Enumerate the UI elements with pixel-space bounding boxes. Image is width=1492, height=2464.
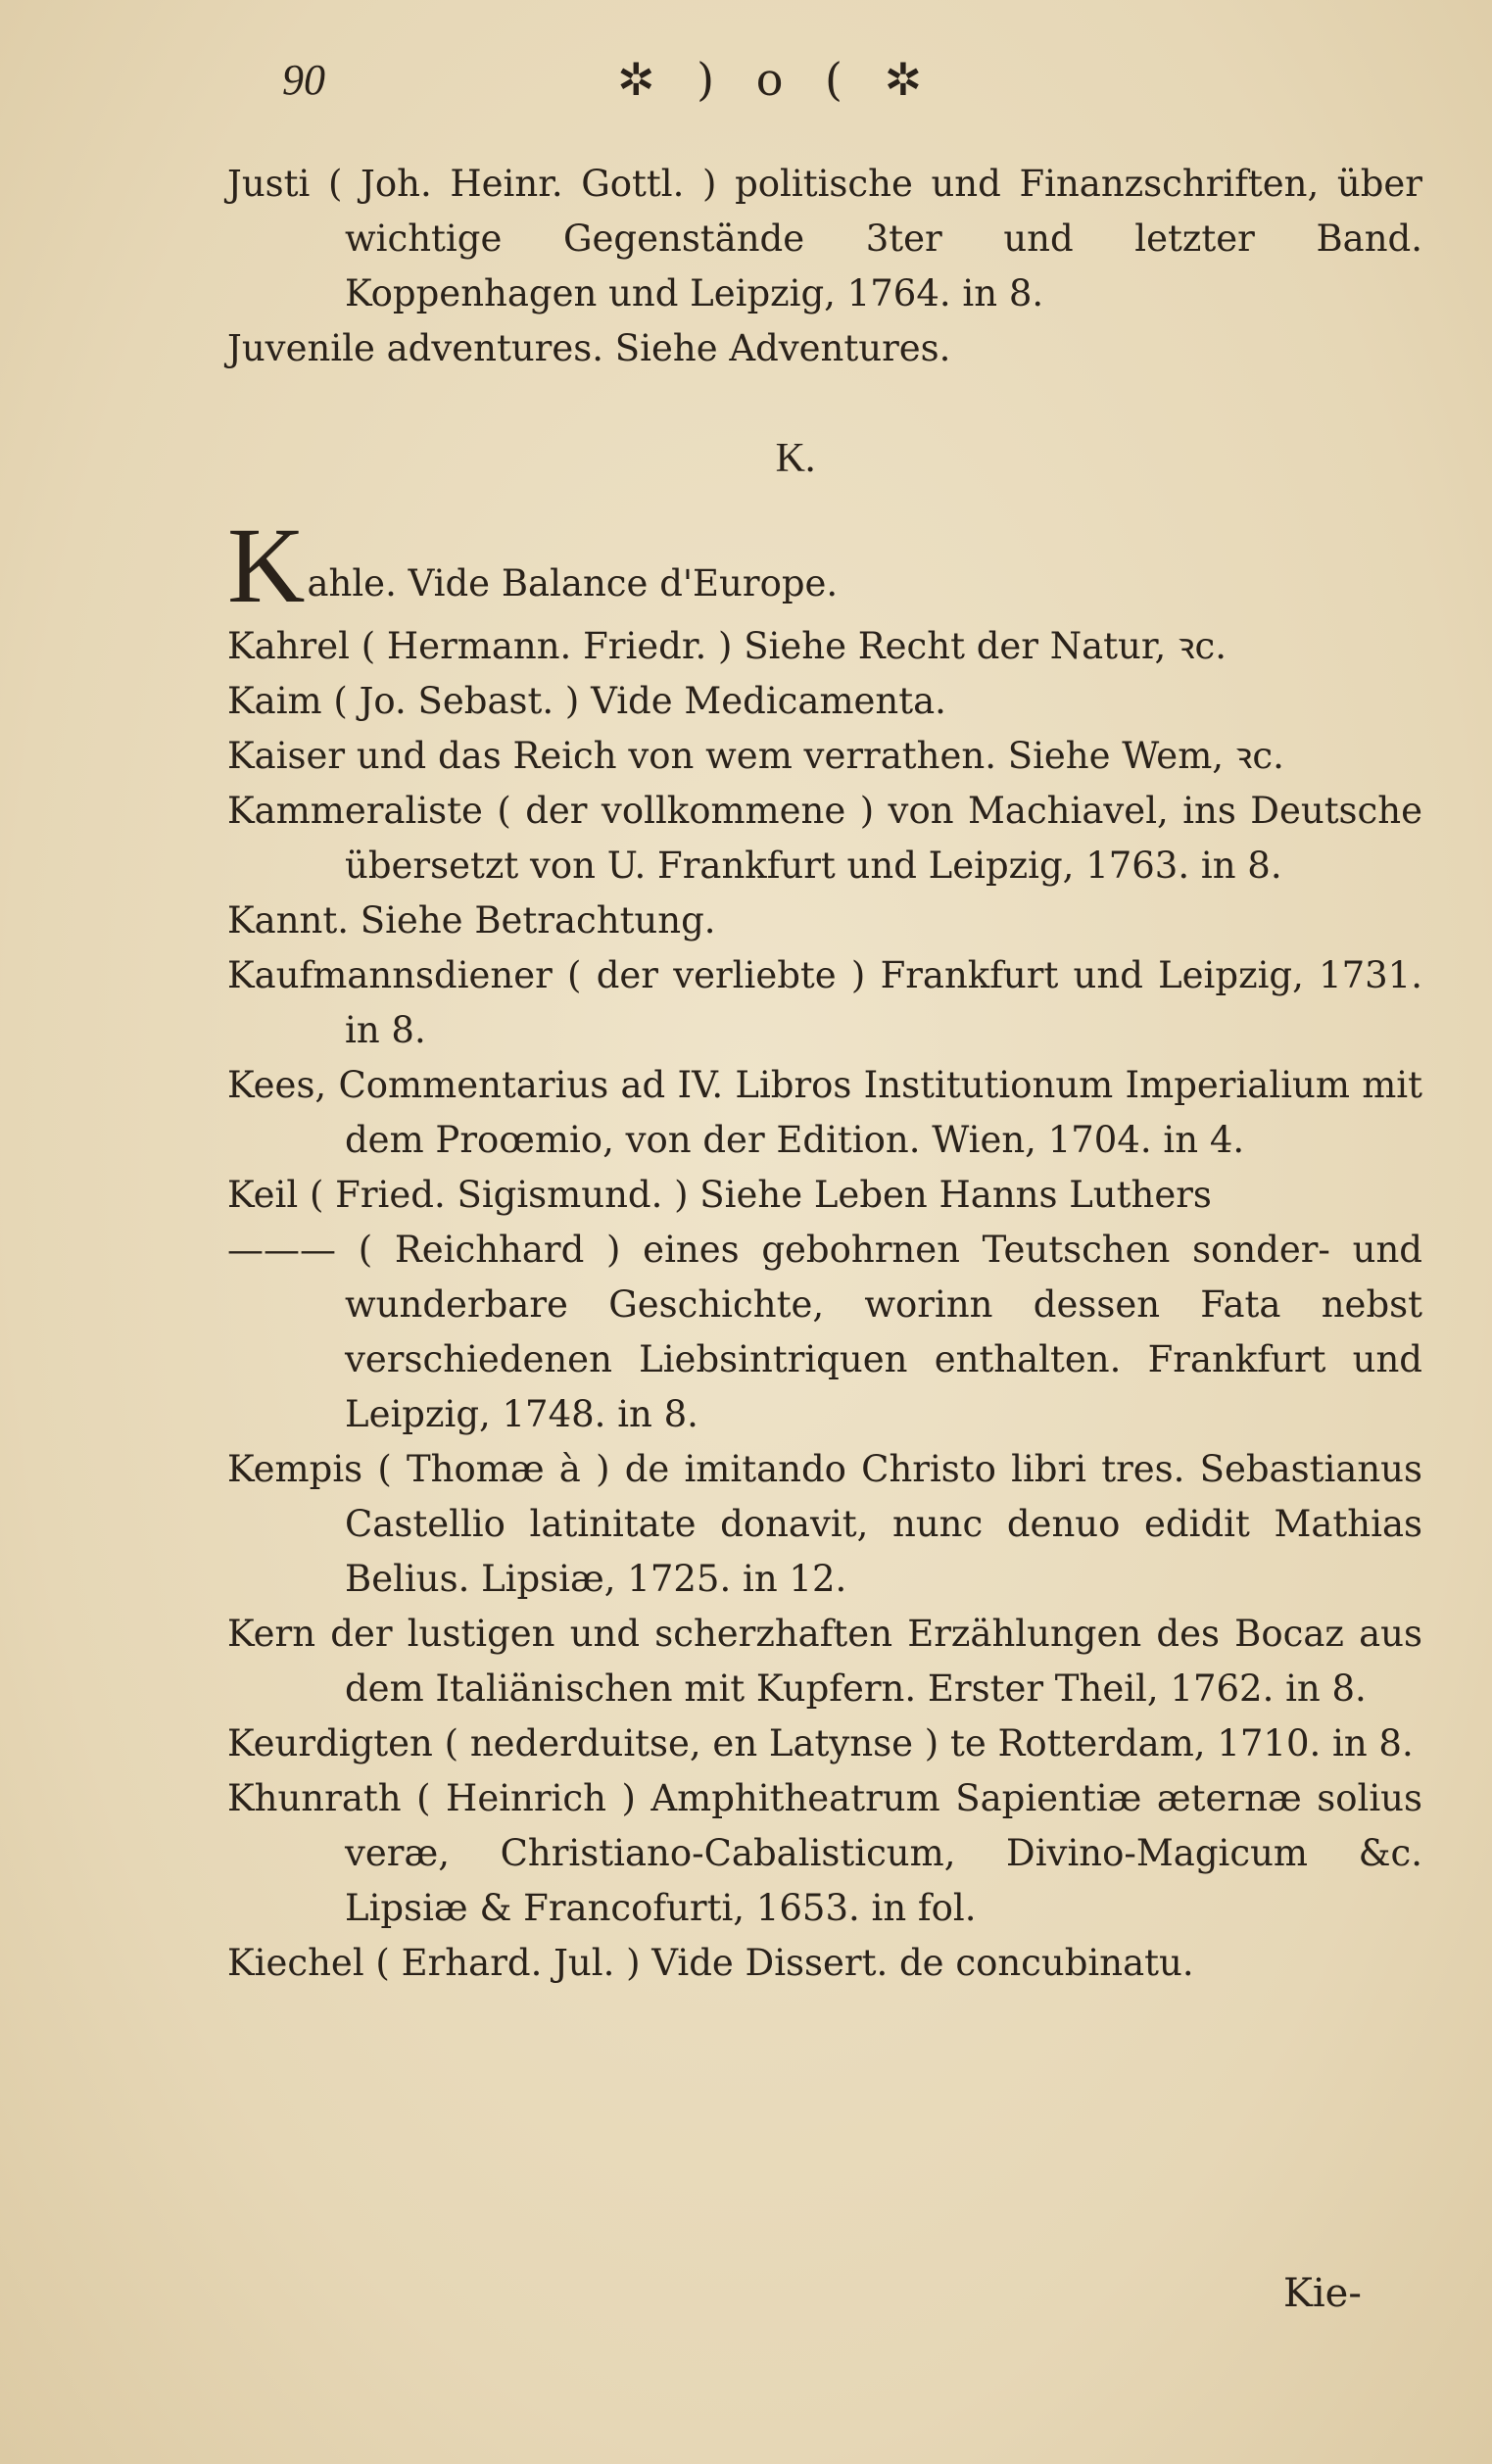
header-ornament-icon: ✲ ) o ( ✲	[617, 53, 937, 106]
catchword: Kie-	[1283, 2271, 1362, 2316]
entry-kiechel: Kiechel ( Erhard. Jul. ) Vide Dissert. de concubinatu.	[227, 1942, 1194, 1984]
entry-kahrel: Kahrel ( Hermann. Friedr. ) Siehe Recht der Natur, ꝛc.	[227, 625, 1227, 667]
entry-kees: Kees, Commentarius ad IV. Libros Institutionum Imperialium mit dem Proœmio, von der Edition. Wien, 1704. in 4.	[227, 1064, 1422, 1161]
catalog-entries	[227, 157, 1422, 1991]
running-header	[0, 47, 1492, 125]
entry-kahle-text: ahle. Vide Balance d'Europe.	[307, 562, 839, 604]
drop-cap-letter: K	[227, 506, 306, 625]
entry-kempis: Kempis ( Thomæ à ) de imitando Christo libri tres. Sebastianus Castellio latinitate donavit, nunc denuo edidit Mathias Belius. Lipsiæ, 1725. in 12.	[227, 1448, 1422, 1600]
entry-keil: Keil ( Fried. Sigismund. ) Siehe Leben Hanns Luthers	[227, 1174, 1212, 1216]
entry-kaufmannsdiener: Kaufmannsdiener ( der verliebte ) Frankfurt und Leipzig, 1731. in 8.	[227, 954, 1422, 1051]
entry-justi: Justi ( Joh. Heinr. Gottl. ) politische und Finanzschriften, über wichtige Gegenstände 3ter und letzter Band. Koppenhagen und Leipzig, 1764. in 8.	[227, 163, 1422, 314]
entry-kern: Kern der lustigen und scherzhaften Erzählungen des Bocaz aus dem Italiänischen mit Kupfern. Erster Theil, 1762. in 8.	[227, 1613, 1422, 1710]
entry-keurdigten: Keurdigten ( nederduitse, en Latynse ) te Rotterdam, 1710. in 8.	[227, 1722, 1414, 1764]
entry-kammeraliste: Kammeraliste ( der vollkommene ) von Machiavel, ins Deutsche übersetzt von U. Frankfurt und Leipzig, 1763. in 8.	[227, 790, 1422, 887]
entry-khunrath: Khunrath ( Heinrich ) Amphitheatrum Sapientiæ æternæ solius veræ, Christiano-Cabalisticum, Divino-Magicum &c. Lipsiæ & Francofurti, 1653. in fol.	[227, 1777, 1422, 1929]
section-heading-k: K.	[775, 436, 816, 481]
entry-keil-reichhard: ——— ( Reichhard ) eines gebohrnen Teutschen sonder- und wunderbare Geschichte, worinn dessen Fata nebst verschiedenen Liebsintriquen enthalten. Frankfurt und Leipzig, 1748. in 8.	[227, 1229, 1422, 1435]
entry-kahle	[227, 506, 1422, 625]
entry-kannt: Kannt. Siehe Betrachtung.	[227, 899, 716, 942]
entry-kaim: Kaim ( Jo. Sebast. ) Vide Medicamenta.	[227, 680, 946, 722]
page-number: 90	[282, 56, 325, 104]
entry-kaiser: Kaiser und das Reich von wem verrathen. Siehe Wem, ꝛc.	[227, 735, 1284, 777]
entry-juvenile: Juvenile adventures. Siehe Adventures.	[227, 327, 951, 369]
